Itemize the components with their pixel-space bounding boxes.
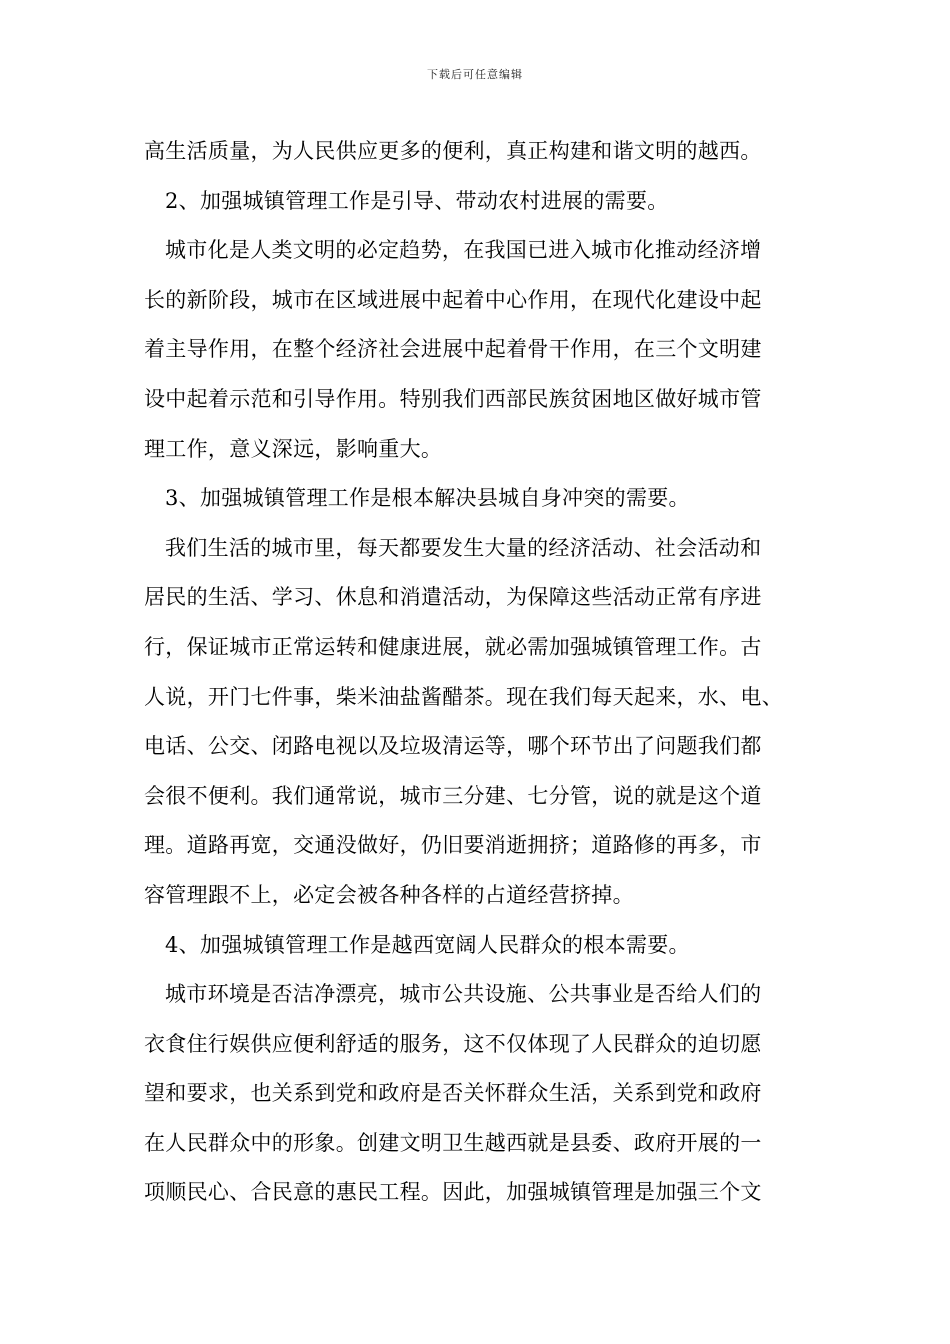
text-line: 电话、公交、闭路电视以及垃圾清运等，哪个环节出了问题我们都: [144, 734, 762, 759]
section-heading-3: 3、加强城镇管理工作是根本解决县城自身冲突的需要。: [165, 486, 690, 511]
text-line: 着主导作用，在整个经济社会进展中起着骨干作用，在三个文明建: [144, 337, 762, 362]
text-line: 项顺民心、合民意的惠民工程。因此，加强城镇管理是加强三个文: [144, 1180, 762, 1205]
text-line: 居民的生活、学习、休息和消遣活动，为保障这些活动正常有序进: [144, 585, 762, 610]
text-line: 设中起着示范和引导作用。特别我们西部民族贫困地区做好城市管: [144, 386, 762, 411]
text-line: 长的新阶段，城市在区域进展中起着中心作用，在现代化建设中起: [144, 287, 762, 312]
page-header: 下载后可任意编辑: [427, 68, 523, 81]
text-line: 城市环境是否洁净漂亮，城市公共设施、公共事业是否给人们的: [165, 982, 762, 1007]
text-line: 高生活质量，为人民供应更多的便利，真正构建和谐文明的越西。: [144, 139, 762, 163]
text-line: 我们生活的城市里，每天都要发生大量的经济活动、社会活动和: [165, 535, 762, 560]
text-line: 理。道路再宽，交通没做好，仍旧要消逝拥挤；道路修的再多，市: [144, 833, 762, 858]
text-line: 行，保证城市正常运转和健康进展，就必需加强城镇管理工作。古: [144, 634, 762, 659]
text-line: 人说，开门七件事，柴米油盐酱醋茶。现在我们每天起来，水、电、: [144, 684, 783, 709]
section-heading-4: 4、加强城镇管理工作是越西宽阔人民群众的根本需要。: [165, 932, 690, 957]
text-line: 理工作，意义深远，影响重大。: [144, 436, 443, 461]
text-line: 城市化是人类文明的必定趋势，在我国已进入城市化推动经济增: [165, 238, 762, 263]
text-line: 望和要求，也关系到党和政府是否关怀群众生活，关系到党和政府: [144, 1081, 762, 1106]
text-line: 衣食住行娱供应便利舒适的服务，这不仅体现了人民群众的迫切愿: [144, 1031, 762, 1056]
text-line: 容管理跟不上，必定会被各种各样的占道经营挤掉。: [144, 882, 634, 907]
section-heading-2: 2、加强城镇管理工作是引导、带动农村进展的需要。: [165, 188, 669, 213]
text-line: 会很不便利。我们通常说，城市三分建、七分管，说的就是这个道: [144, 783, 762, 808]
document-body: [144, 127, 824, 1218]
text-line: 在人民群众中的形象。创建文明卫生越西就是县委、政府开展的一: [144, 1130, 762, 1155]
